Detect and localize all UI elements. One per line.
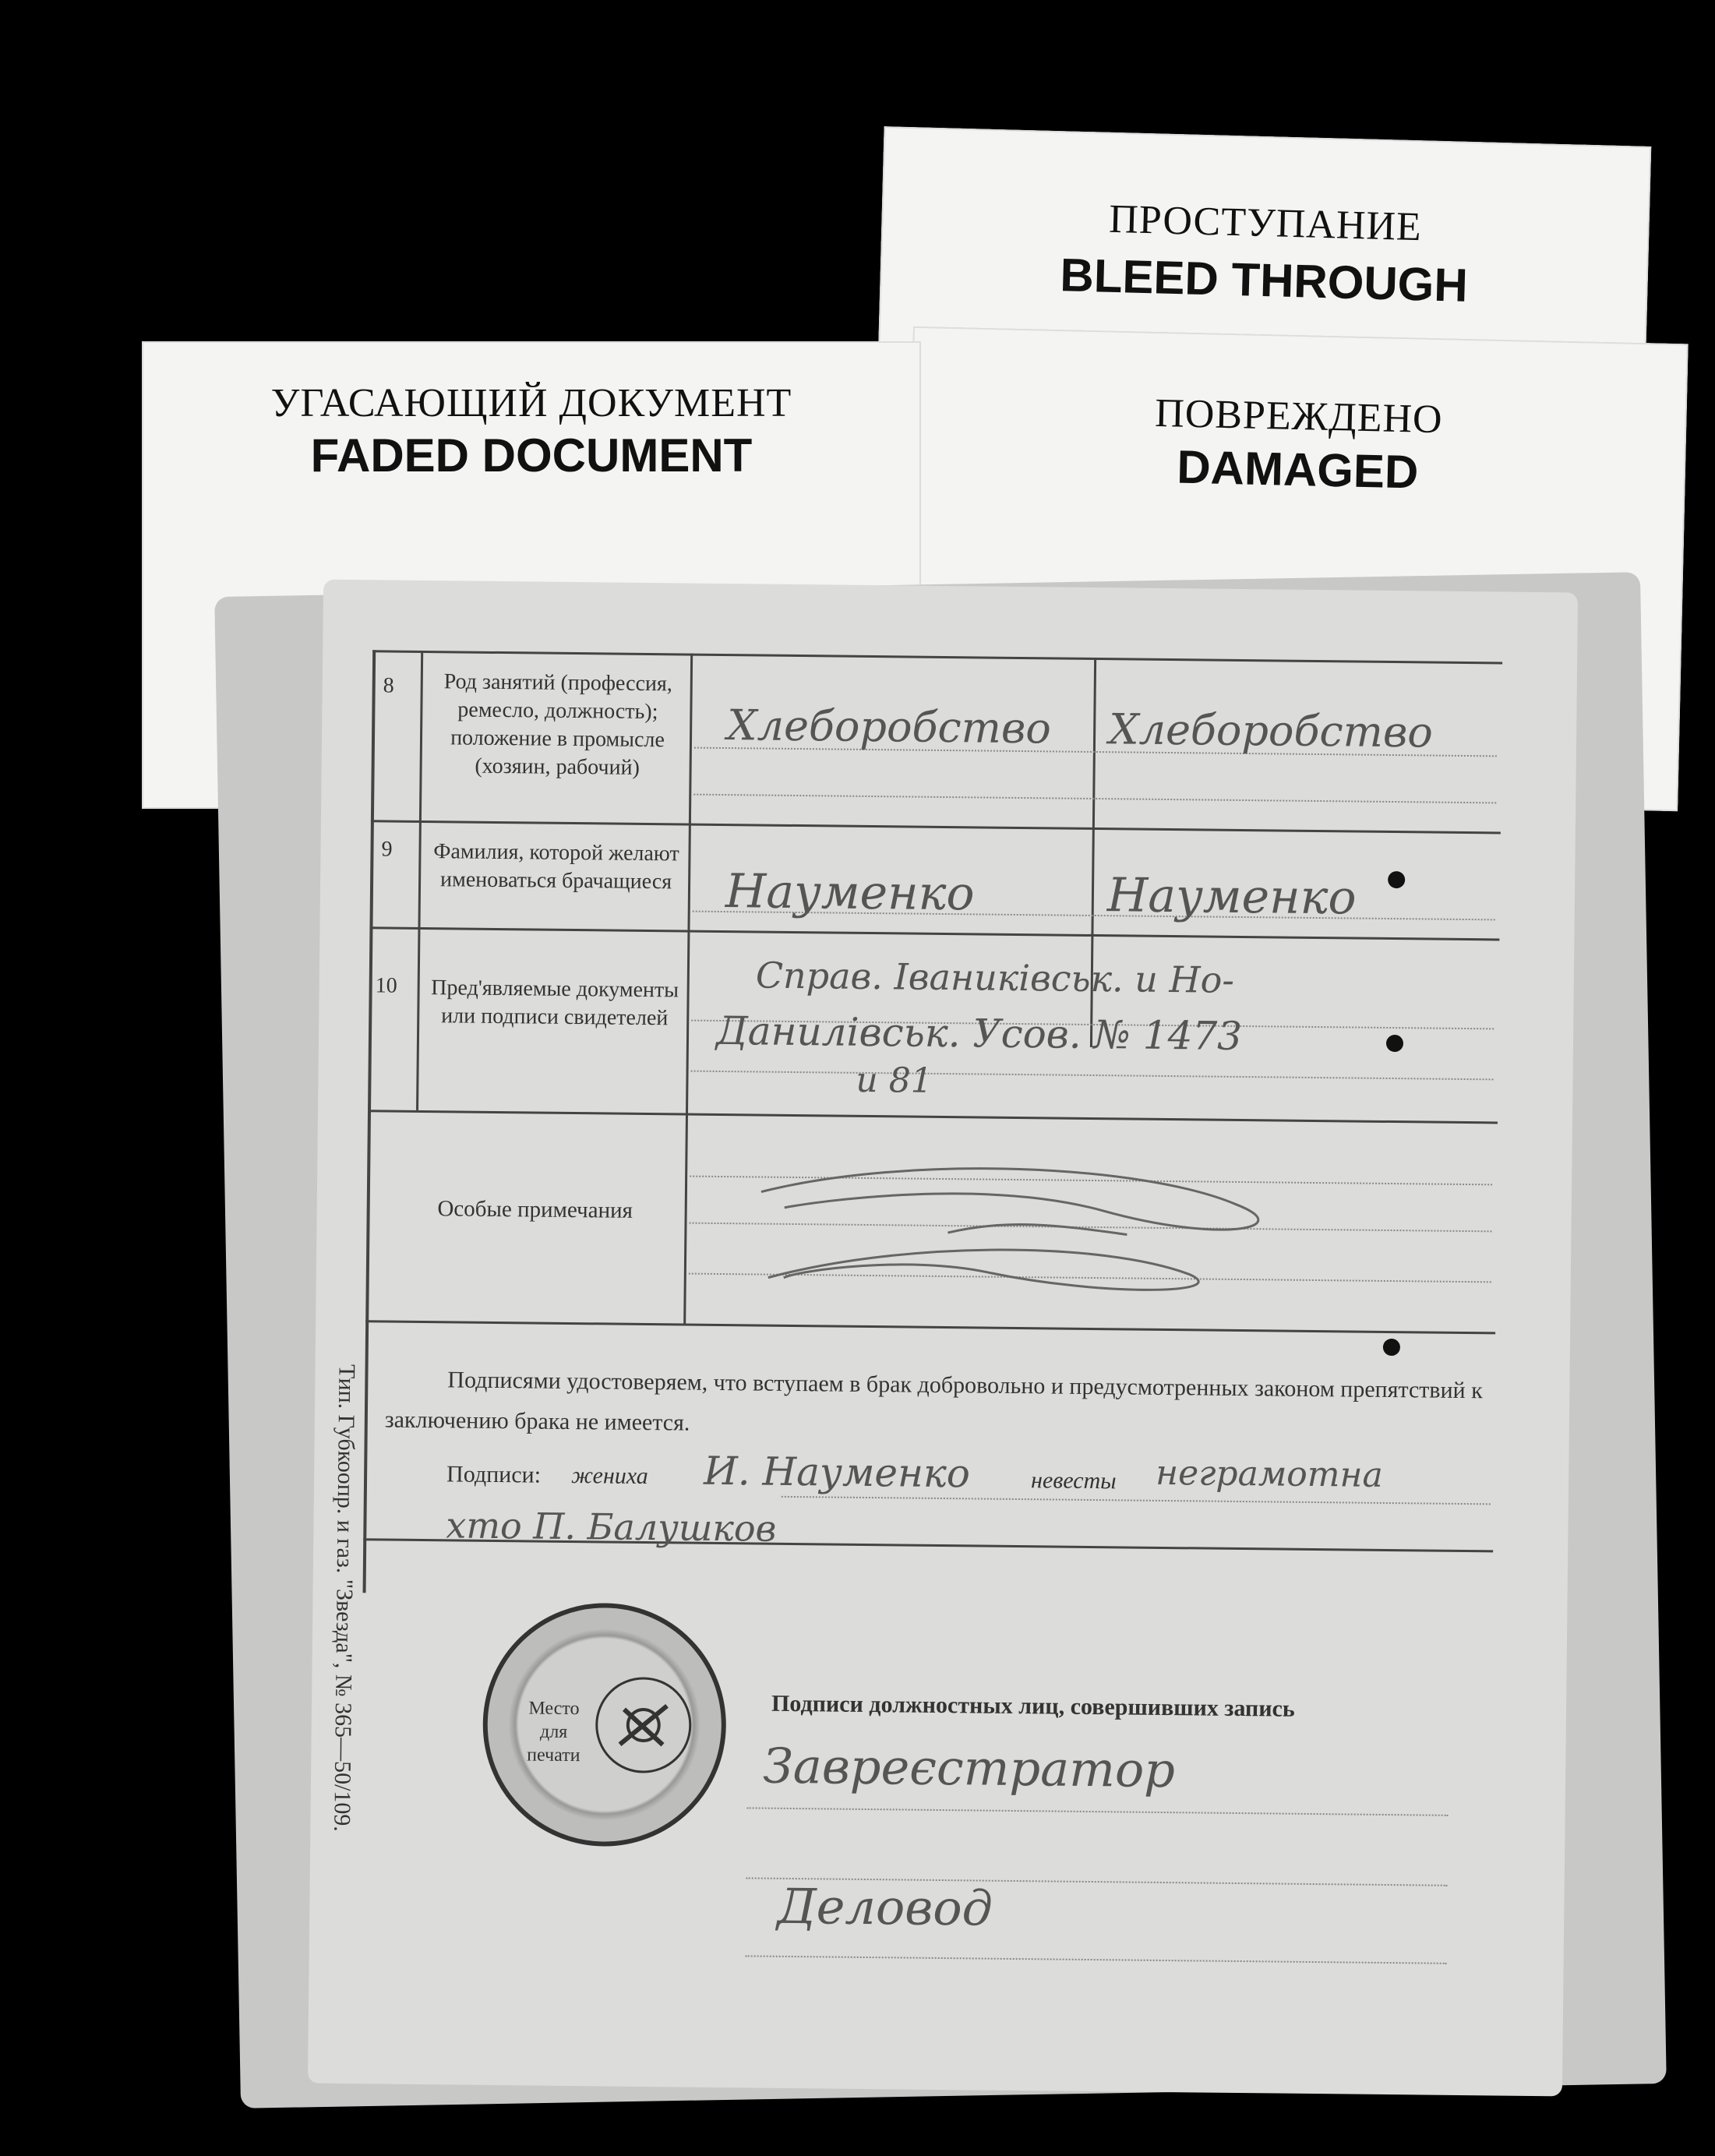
extra-signature: хто П. Балушков — [446, 1504, 777, 1550]
row-10-label: Пред'являемые документы или подписи свидетелей — [431, 976, 679, 1031]
bride-signature: неграмотна — [1155, 1452, 1384, 1495]
declaration-text: Подписями удостоверяем, что вступаем в брак добровольно и предусмотренных законом препятствий к заключению брака не имеется. — [384, 1367, 1483, 1436]
row-9-bride-value: Науменко — [1106, 868, 1357, 926]
official-signature-1: Завреєстратор — [762, 1737, 1176, 1799]
notes-label: Особые примечания — [437, 1196, 633, 1223]
punch-hole — [1386, 1035, 1403, 1052]
damaged-ru: ПОВРЕЖДЕНО — [1154, 390, 1444, 443]
row-10-value-line-1: Справ. Іваниківськ. и Но- — [755, 954, 1235, 1001]
bride-signature-label: невесты — [1030, 1467, 1117, 1494]
punch-hole — [1383, 1339, 1400, 1356]
notes-crossed-out-marks — [752, 1145, 1416, 1307]
bleed-through-ru: ПРОСТУПАНИЕ — [1108, 196, 1423, 250]
signatures-label: Подписи: — [446, 1461, 542, 1488]
row-10-value-line-2: Данилівськ. Усов. № 1473 — [715, 1007, 1243, 1059]
groom-signature-label: жениха — [570, 1463, 648, 1490]
row-8-bride-value: Хлеборобство — [1108, 704, 1434, 757]
row-10-value-line-3: и 81 — [856, 1060, 933, 1101]
document-page — [308, 580, 1578, 2097]
row-8-label: Род занятий (профессия, ремесло, должность); положение в промысле (хозяин, рабочий) — [443, 669, 673, 780]
faded-document-en: FADED DOCUMENT — [310, 429, 753, 482]
row-8-number: 8 — [383, 673, 394, 698]
officials-label: Подписи должностных лиц, совершивших запись — [771, 1690, 1295, 1722]
row-9-groom-value: Науменко — [725, 864, 975, 922]
stamp-emblem-icon — [588, 1670, 698, 1780]
punch-hole — [1388, 871, 1405, 888]
row-9-label: Фамилия, которой желают именоваться брачащиеся — [433, 839, 679, 895]
bleed-through-en: BLEED THROUGH — [1059, 249, 1469, 312]
row-10-number: 10 — [375, 973, 397, 998]
official-stamp — [482, 1602, 727, 1847]
official-signature-2: Деловод — [776, 1877, 993, 1937]
groom-signature: И. Науменко — [703, 1448, 971, 1497]
row-9-number: 9 — [381, 837, 393, 862]
stamp-place-label: Место для печати — [527, 1698, 580, 1766]
damaged-en: DAMAGED — [1176, 440, 1420, 499]
row-8-groom-value: Хлеборобство — [726, 700, 1052, 753]
faded-document-ru: УГАСАЮЩИЙ ДОКУМЕНТ — [270, 381, 792, 425]
printer-imprint: Тип. Губкоопр. и газ. "Звезда", № 365—50/109. — [329, 1364, 360, 1833]
